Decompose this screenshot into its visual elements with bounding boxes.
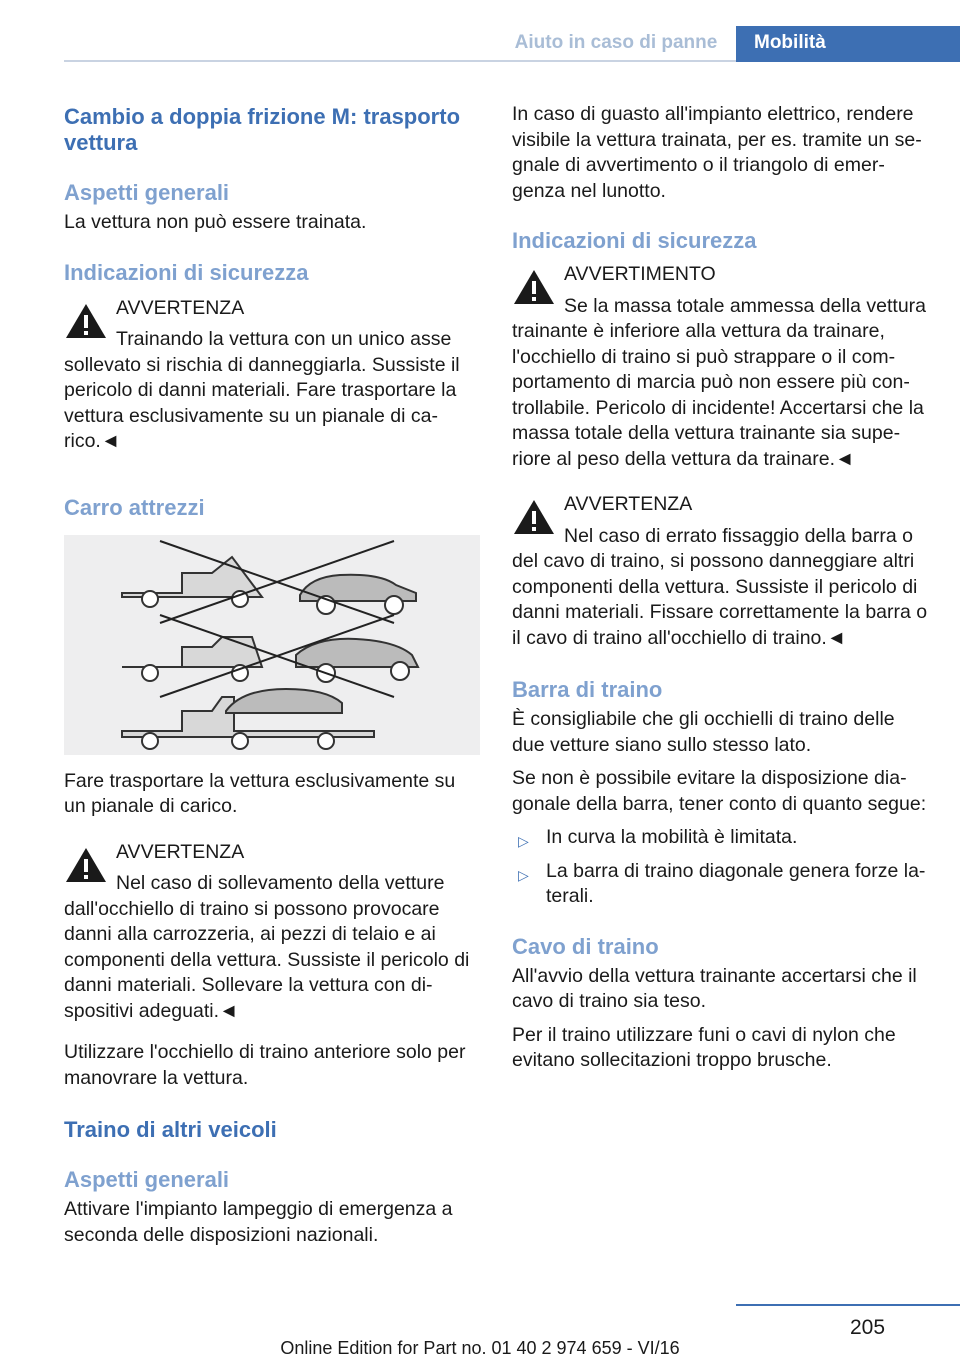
text-cable-taut: All'avvio della vettura trainante accertarsi che il cavo di traino sia teso. [512,964,917,1012]
heading-general: Aspetti generali [64,180,230,205]
heading-safety: Indicazioni di sicurezza [512,228,757,253]
warning-title: AVVERTENZA [116,840,245,863]
list-item-text: La barra di traino diagonale genera forze laterali. [546,859,926,907]
warning-block [512,262,928,472]
list-item [512,859,928,910]
warning-block [64,840,480,1025]
text-no-tow: La vettura non può essere trainata. [64,211,367,233]
footer-rule [736,1304,960,1306]
header-chapter-tab[interactable]: Mobilità [736,26,960,62]
warning-triangle-icon [64,302,108,340]
list-item [512,825,928,851]
page-number: 205 [850,1316,886,1339]
warning-triangle-icon [512,268,556,306]
heading-dct-transport: Cambio a doppia frizione M: trasporto vettura [64,104,461,155]
tow-truck-illustration [64,535,480,755]
tow-truck-figure [64,535,480,755]
heading-other-vehicles: Traino di altri veicoli [64,1117,277,1142]
warning-triangle-icon [64,846,108,884]
warning-text: Se la massa totale ammessa della vettura trainante è inferiore alla vettura da trainare, l'occhiello di traino si può strappare o il comportamento di marcia può non essere più controllabile. Pericolo di incidente! Accertarsi che la massa totale della vettura trainante sia superiore al peso della vettura da trainare.◄ [512,294,927,470]
warning-text: Trainando la vettura con un unico asse sollevato si rischia di danneggiarla. Sussiste il pericolo di danni materiali. Fare trasportare la vettura esclusivamente su un pianale di carico.◄ [64,328,460,452]
edition-note: Online Edition for Part no. 01 40 2 974 659 - VI/16 [280,1338,680,1358]
tow-truck-body-2 [122,637,262,667]
text-front-eye: Utilizzare l'occhiello di traino anteriore solo per manovrare la vettura. [64,1041,466,1089]
heading-tow-bar: Barra di traino [512,677,663,702]
warning-title: AVVERTENZA [564,493,693,515]
warning-text: Nel caso di errato fissaggio della barra o del cavo di traino, si possono danneggiare altri componenti della vettura. Sussiste il pericolo di danni materiali. Fissare correttamente la barra o il cavo di traino all'occhiello di traino.◄ [512,524,928,649]
text-bar-diagonal: Se non è possibile evitare la disposizione diagonale della barra, tener conto di quanto segue: [512,767,927,815]
header-section-link[interactable]: Aiuto in caso di panne [514,32,718,53]
bullet-triangle-icon: ▷ [518,866,529,883]
list-item-text: In curva la mobilità è limitata. [546,826,798,848]
right-column [512,98,928,1074]
left-column [64,98,480,1248]
text-hazard-lights: Attivare l'impianto lampeggio di emergenza a seconda delle disposizioni nazionali. [64,1198,453,1246]
heading-safety: Indicazioni di sicurezza [64,259,309,285]
warning-title: AVVERTIMENTO [564,263,716,285]
heading-tow-truck: Carro attrezzi [64,494,205,520]
heading-general: Aspetti generali [64,1167,230,1192]
warning-triangle-icon [512,498,556,536]
bar-notes-list [512,825,928,910]
text-electrical-failure: In caso di guasto all'impianto elettrico, rendere visibile la vettura trainata, per es. tramite un segnale di avvertimento o il triangolo di emergenza nel lunotto. [512,103,922,202]
bullet-triangle-icon: ▷ [518,833,529,849]
warning-block [512,492,928,651]
warning-title: AVVERTENZA [116,296,245,319]
heading-tow-cable: Cavo di traino [512,933,659,959]
text-cable-nylon: Per il traino utilizzare funi o cavi di nylon che evitano sollecitazioni troppo brusche. [512,1023,896,1071]
warning-block [64,296,480,455]
text-bar-same-side: È consigliabile che gli occhielli di traino delle due vetture siano sullo stesso lato. [512,708,895,756]
flatbed-car [226,689,342,713]
text-flatbed: Fare trasportare la vettura esclusivamente su un pianale di carico. [64,769,456,817]
warning-text: Nel caso di sollevamento della vetture dall'occhiello di traino si possono provocare danni alla carrozzeria, ai pezzi di telaio e ai componenti della vettura. Sussiste il pericolo di danni materiali. Sollevare la vettura con dispositivi adeguati.◄ [64,872,470,1022]
